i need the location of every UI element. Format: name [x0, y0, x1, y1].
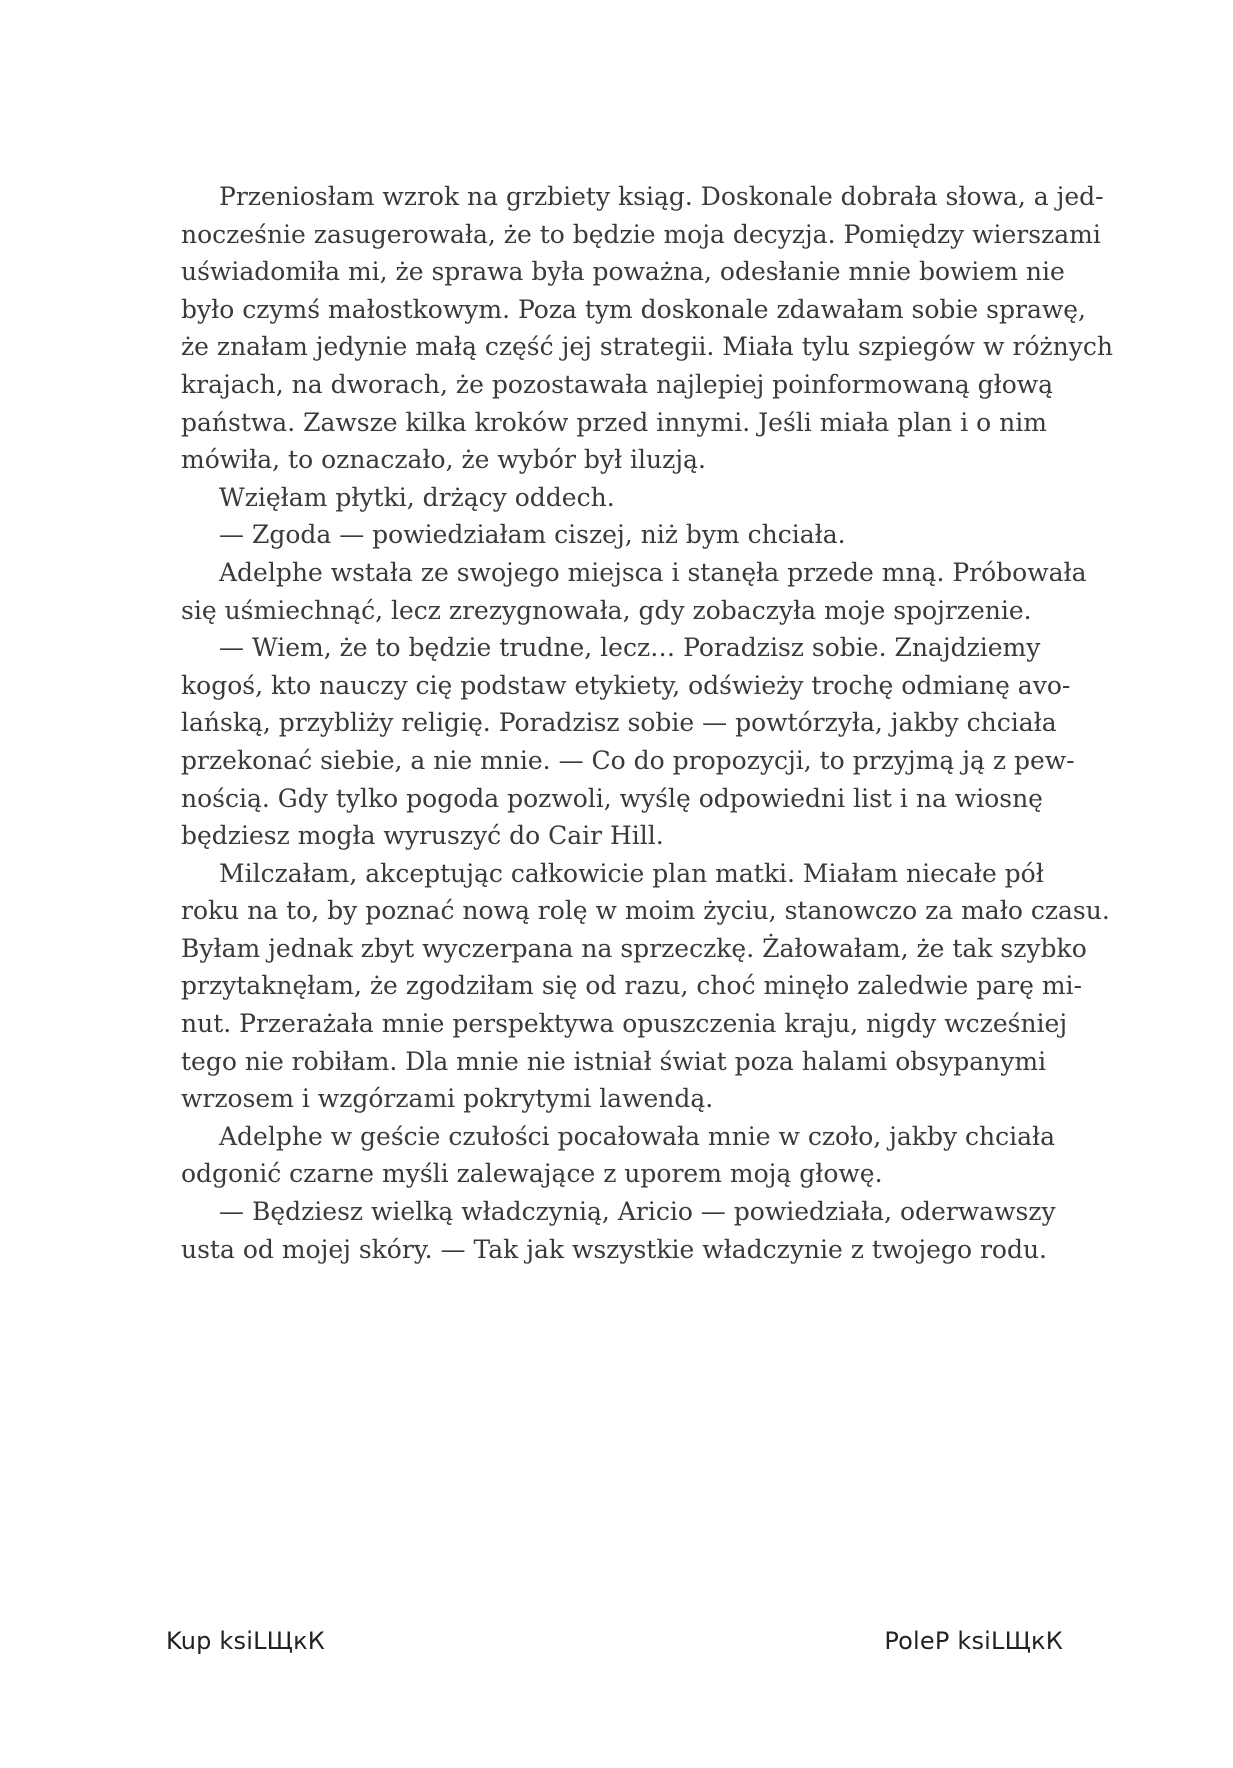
text-line: odgonić czarne myśli zalewające z uporem moją głowę.: [181, 1159, 883, 1189]
text-line: lańską, przybliży religię. Poradzisz sobie — powtórzyła, jakby chciała: [181, 708, 1057, 738]
text-line: — Zgoda — powiedziałam ciszej, niż bym chciała.: [219, 520, 846, 550]
text-line: krajach, na dworach, że pozostawała najlepiej poinformowaną głową: [181, 369, 1054, 399]
text-line: przekonać siebie, a nie mnie. — Co do propozycji, to przyjmą ją z pew-: [181, 745, 1075, 775]
text-line: Adelphe w geście czułości pocałowała mnie w czoło, jakby chciała: [219, 1121, 1056, 1151]
paragraph: [181, 554, 1087, 629]
text-line: państwa. Zawsze kilka kroków przed innymi. Jeśli miała plan i o nim: [181, 407, 1047, 437]
paragraph: [181, 1193, 1056, 1268]
paragraph: [181, 1118, 1056, 1193]
text-line: wrzosem i wzgórzami pokrytymi lawendą.: [181, 1084, 714, 1114]
paragraph: [181, 178, 1113, 479]
text-line: Przeniosłam wzrok na grzbiety ksiąg. Doskonale dobrała słowa, a jed-: [219, 182, 1104, 211]
buy-book-link[interactable]: Kup ksiLЩкК: [166, 1627, 326, 1655]
text-line: usta od mojej skóry. — Tak jak wszystkie władczynie z twojego rodu.: [181, 1234, 1047, 1264]
text-line: będziesz mogła wyruszyć do Cair Hill.: [181, 821, 664, 851]
text-line: że znałam jedynie małą część jej strategii. Miała tylu szpiegów w różnych: [181, 332, 1113, 362]
body-text: [181, 178, 1113, 1268]
text-line: Adelphe wstała ze swojego miejsca i stanęła przede mną. Próbowała: [219, 557, 1087, 587]
text-line: nocześnie zasugerowała, że to będzie moja decyzja. Pomiędzy wierszami: [181, 219, 1101, 249]
text-line: tego nie robiłam. Dla mnie nie istniał świat poza halami obsypanymi: [181, 1046, 1047, 1076]
text-line: — Będziesz wielką władczynią, Aricio — powiedziała, oderwawszy: [219, 1197, 1056, 1227]
text-line: — Wiem, że to będzie trudne, lecz… Poradzisz sobie. Znajdziemy: [219, 633, 1041, 663]
text-line: uświadomiła mi, że sprawa była poważna, odesłanie mnie bowiem nie: [181, 257, 1065, 287]
text-line: mówiła, to oznaczało, że wybór był iluzją.: [181, 445, 706, 475]
paragraph: [181, 479, 1003, 517]
text-line: kogoś, kto nauczy cię podstaw etykiety, odświeży trochę odmianę avo-: [181, 670, 1071, 700]
text-line: było czymś małostkowym. Poza tym doskonale zdawałam sobie sprawę,: [181, 294, 1087, 324]
paragraph: [181, 629, 1075, 855]
text-line: nut. Przerażała mnie perspektywa opuszczenia kraju, nigdy wcześniej: [181, 1009, 1068, 1039]
text-line: Wzięłam płytki, drżący oddech.: [219, 482, 615, 512]
text-line: nością. Gdy tylko pogoda pozwoli, wyślę odpowiedni list i na wiosnę: [181, 783, 1043, 813]
paragraph: [181, 855, 1110, 1118]
text-line: roku na to, by poznać nową rolę w moim życiu, stanowczo za mało czasu.: [181, 896, 1110, 926]
text-line: Byłam jednak zbyt wyczerpana na sprzeczkę. Żałowałam, że tak szybko: [181, 933, 1087, 963]
text-line: się uśmiechnąć, lecz zrezygnowała, gdy zobaczyła moje spojrzenie.: [181, 595, 1032, 625]
recommend-book-link[interactable]: PoleP ksiLЩкК: [884, 1627, 1063, 1655]
text-line: Milczałam, akceptując całkowicie plan matki. Miałam niecałe pół: [219, 858, 1044, 888]
paragraph: [181, 516, 1003, 554]
text-line: przytaknęłam, że zgodziłam się od razu, choć minęło zaledwie parę mi-: [181, 971, 1082, 1001]
